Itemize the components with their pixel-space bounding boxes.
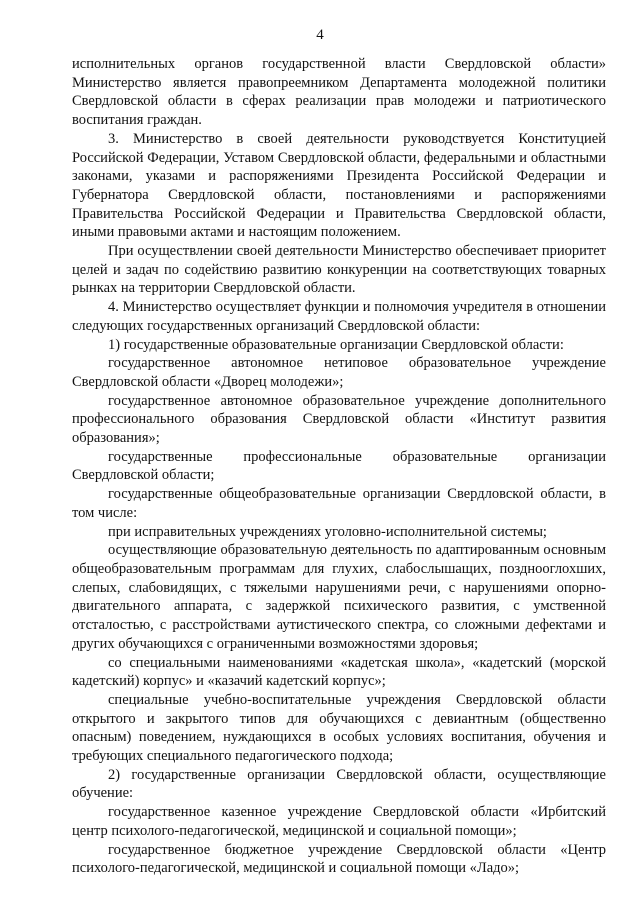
- document-body: [72, 55, 606, 878]
- list-item-dvorets-molodezhi: государственное автономное нетиповое образовательное учреждение Свердловской области «Дворец молодежи»;: [72, 355, 606, 390]
- list-item-1-heading: 1) государственные образовательные организации Свердловской области:: [108, 336, 564, 353]
- list-item-institut-razvitiya: государственное автономное образовательное учреждение дополнительного профессионального образования Свердловской области «Институт развития образования»;: [72, 392, 606, 447]
- page-number: 4: [316, 27, 324, 43]
- list-item-special-institutions: специальные учебно-воспитательные учреждения Свердловской области открытого и закрытого типов для обучающихся с девиантным (общественно опасным) поведением, нуждающихся в особых условиях воспитания, обучения и требующих специального педагогического подхода;: [72, 691, 606, 765]
- list-item-irbit-center: государственное казенное учреждение Свердловской области «Ирбитский центр психолого-педагогической, медицинской и социальной помощи»;: [72, 804, 606, 839]
- list-item-2-heading: 2) государственные организации Свердловской области, осуществляющие обучение:: [72, 766, 606, 802]
- list-item-professional-orgs: государственные профессиональные образовательные организации Свердловской области;: [72, 448, 606, 484]
- list-item-correctional: при исправительных учреждениях уголовно-исполнительной системы;: [108, 523, 547, 540]
- paragraph-section-3: 3. Министерство в своей деятельности руководствуется Конституцией Российской Федерации, Уставом Свердловской области, федеральными и областными законами, указами и распоряжениями Президента Российской Федерации и Губернатора Свердловской области, постановлениями и распоряжениями Правительства Российской Федерации и Правительства Свердловской области, иными правовыми актами и настоящим положением.: [72, 130, 606, 241]
- list-item-lado-center: государственное бюджетное учреждение Свердловской области «Центр психолого-педагогической, медицинской и социальной помощи «Ладо»;: [72, 841, 606, 877]
- list-item-general-education-orgs: государственные общеобразовательные организации Свердловской области, в том числе:: [72, 486, 606, 521]
- paragraph-continuation: исполнительных органов государственной власти Свердловской области» Министерство является правопреемником Департамента молодежной политики Свердловской области в сферах реализации прав молодежи и патриотического воспитания граждан.: [72, 56, 606, 129]
- list-item-adapted-programs: осуществляющие образовательную деятельность по адаптированным основным общеобразовательным программам для глухих, слабослышащих, позднооглохших, слепых, слабовидящих, с тяжелыми нарушениями речи, с нарушениями опорно-двигательного аппарата, с задержкой психического развития, с умственной отсталостью, с расстройствами аутистического спектра, со сложными дефектами и других обучающихся с ограниченными возможностями здоровья;: [72, 542, 606, 652]
- paragraph-competition: При осуществлении своей деятельности Министерство обеспечивает приоритет целей и задач по содействию развитию конкуренции на соответствующих товарных рынках на территории Свердловской области.: [72, 243, 606, 297]
- paragraph-section-4: 4. Министерство осуществляет функции и полномочия учредителя в отношении следующих государственных организаций Свердловской области:: [72, 299, 606, 334]
- list-item-cadet-schools: со специальными наименованиями «кадетская школа», «кадетский (морской кадетский) корпус» и «казачий кадетский корпус»;: [72, 654, 606, 690]
